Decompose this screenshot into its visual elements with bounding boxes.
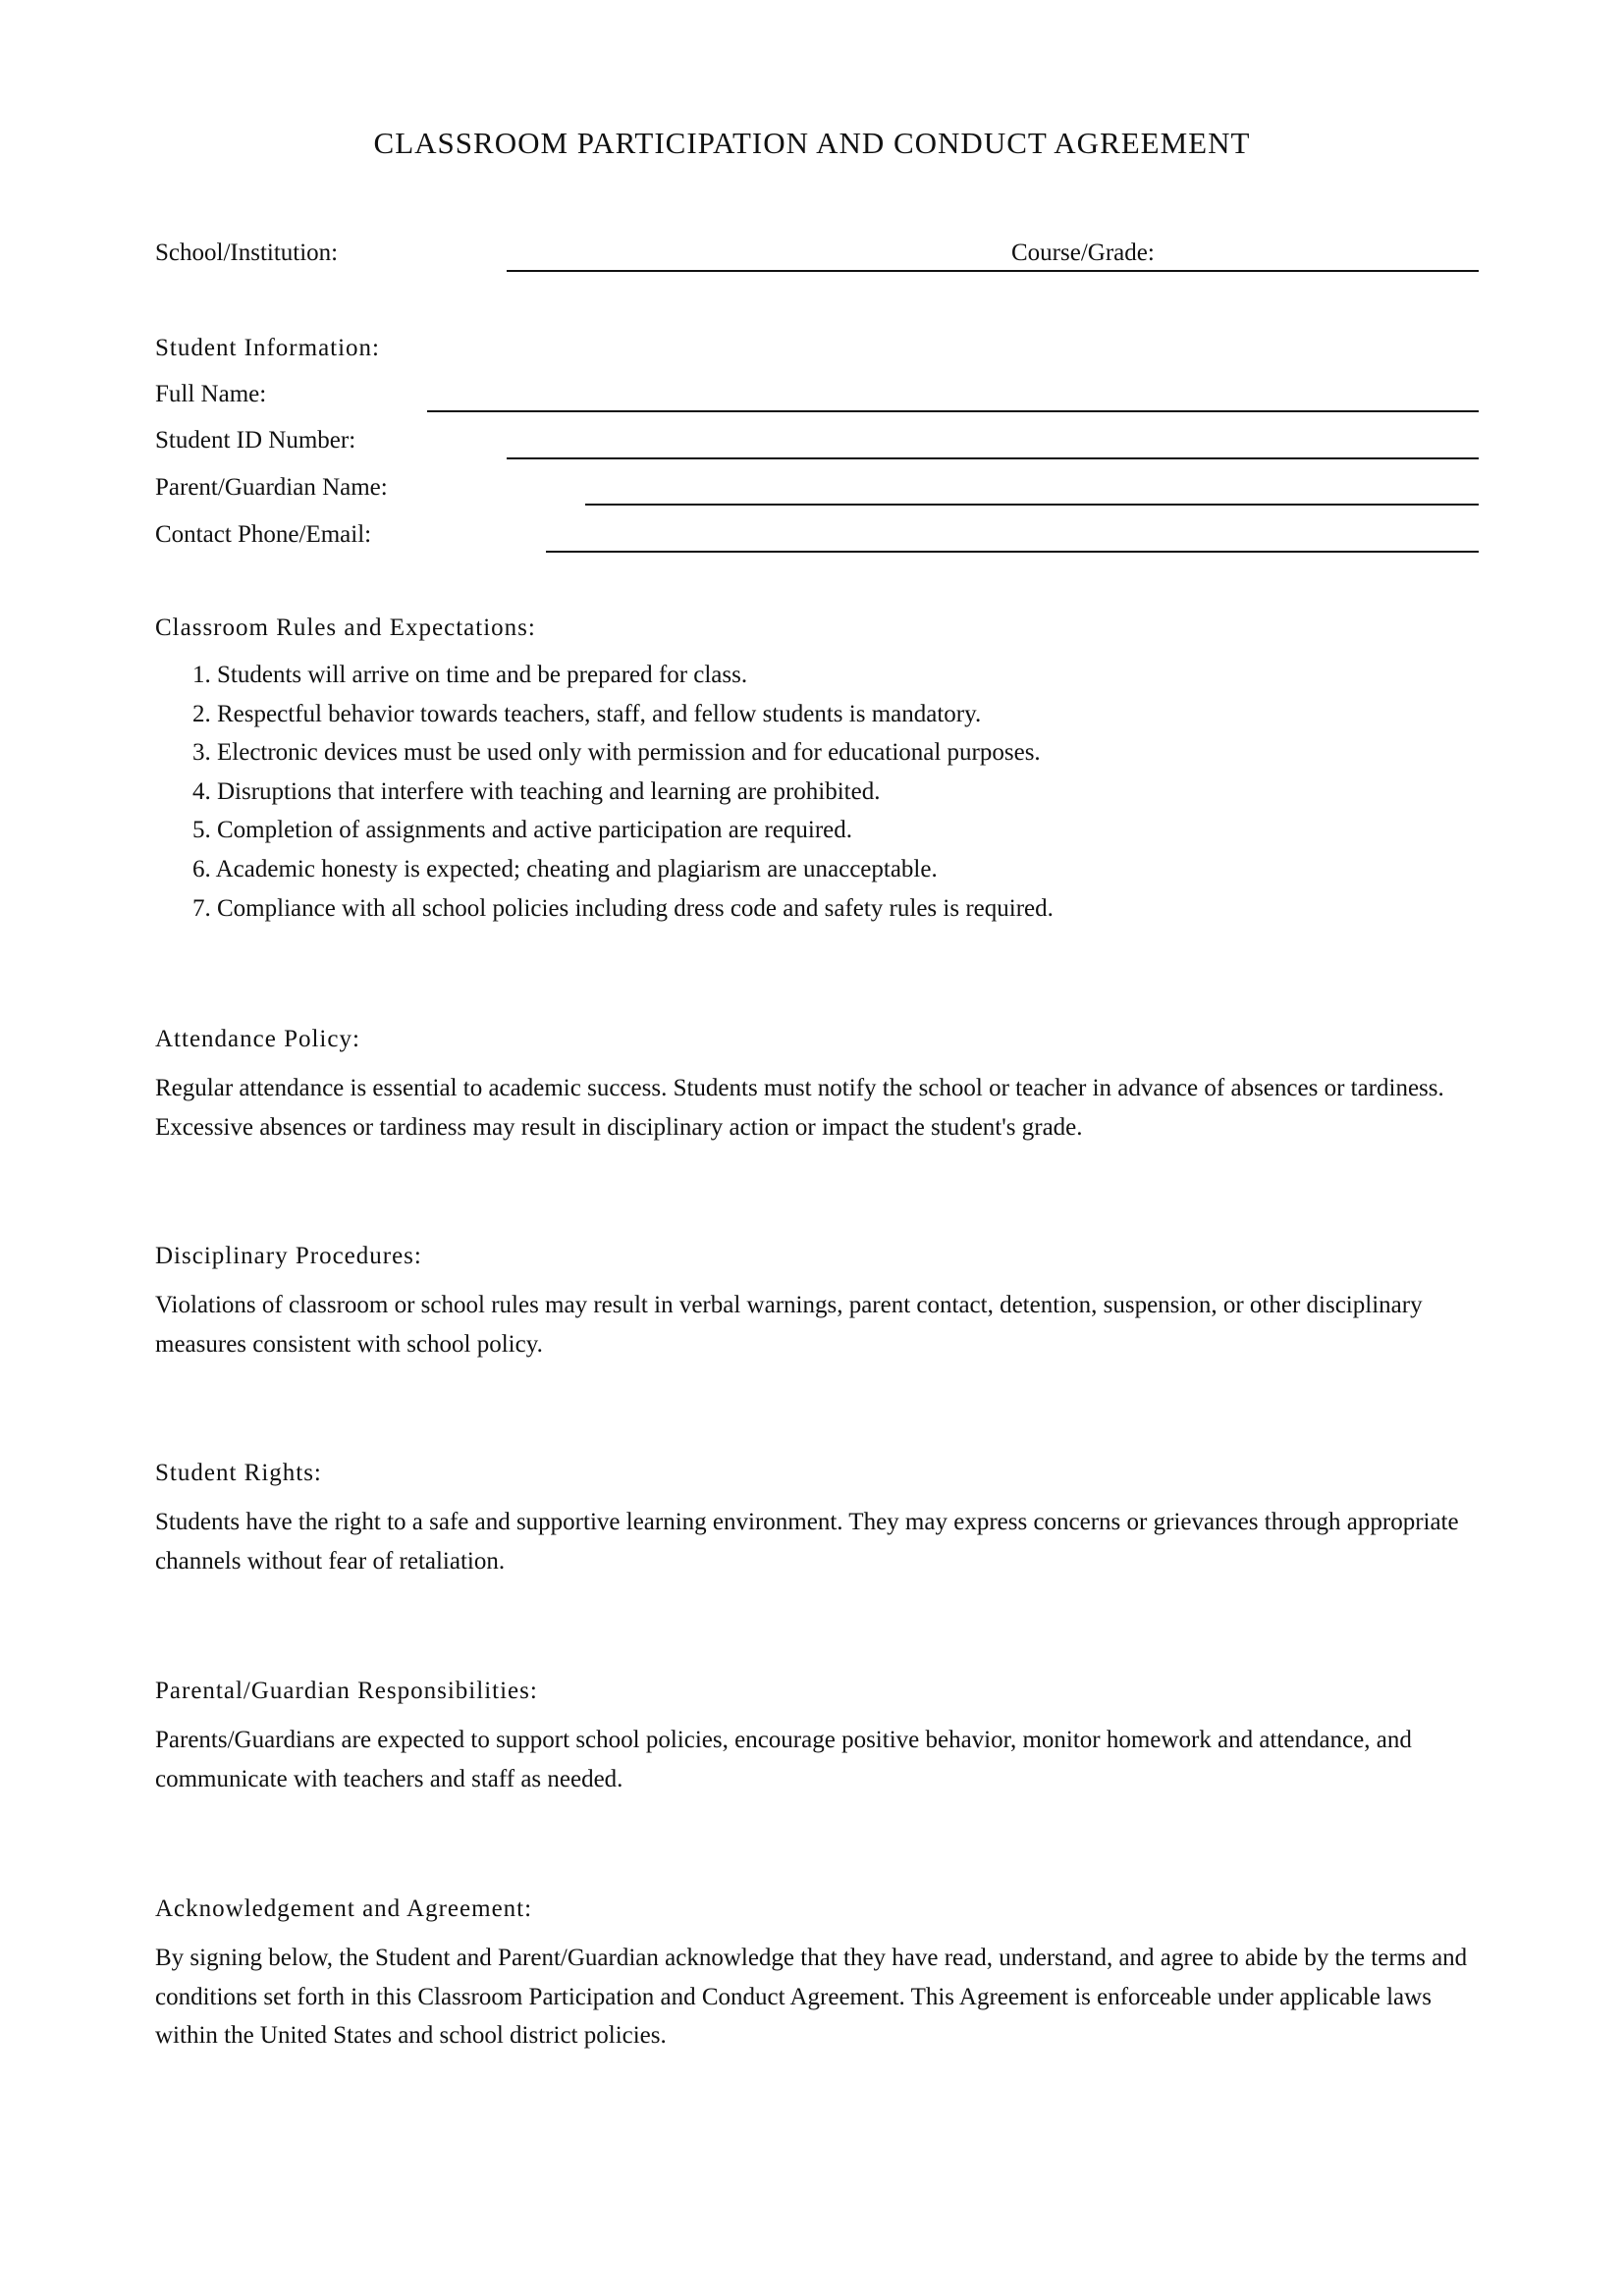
guardian-name-fill-line[interactable] bbox=[585, 504, 1479, 506]
parental-heading: Parental/Guardian Responsibilities: bbox=[155, 1678, 538, 1704]
student-information-heading: Student Information: bbox=[155, 335, 380, 361]
rule-item: 6. Academic honesty is expected; cheating and plagiarism are unacceptable. bbox=[192, 855, 938, 882]
acknowledgement-paragraph: By signing below, the Student and Parent/Guardian acknowledge that they have read, understand, and agree to abide by the terms and conditions set forth in this Classroom Participation and Conduct Agreement. This Agreement is enforceable under applicable laws within the United States and school district policies. bbox=[155, 1945, 1468, 2049]
course-grade-label: Course/Grade: bbox=[1011, 240, 1155, 266]
student-rights-paragraph: Students have the right to a safe and supportive learning environment. They may express concerns or grievances through appropriate channels without fear of retaliation. bbox=[155, 1509, 1459, 1575]
parental-paragraph: Parents/Guardians are expected to support school policies, encourage positive behavior, monitor homework and attendance, and communicate with teachers and staff as needed. bbox=[155, 1727, 1412, 1792]
rule-item: 5. Completion of assignments and active participation are required. bbox=[192, 817, 853, 844]
student-id-label: Student ID Number: bbox=[155, 427, 356, 454]
rule-item: 3. Electronic devices must be used only with permission and for educational purposes. bbox=[192, 739, 1041, 767]
full-name-label: Full Name: bbox=[155, 381, 267, 407]
rules-heading: Classroom Rules and Expectations: bbox=[155, 614, 536, 641]
full-name-fill-line[interactable] bbox=[427, 410, 1479, 412]
acknowledgement-heading: Acknowledgement and Agreement: bbox=[155, 1896, 533, 1922]
student-id-fill-line[interactable] bbox=[507, 457, 1479, 459]
school-institution-label: School/Institution: bbox=[155, 240, 339, 266]
attendance-paragraph: Regular attendance is essential to academic success. Students must notify the school or teacher in advance of absences or tardiness. Excessive absences or tardiness may result in disciplinary action or impact the student's grade. bbox=[155, 1075, 1444, 1141]
discipline-paragraph: Violations of classroom or school rules may result in verbal warnings, parent contact, detention, suspension, or other disciplinary measures consistent with school policy. bbox=[155, 1292, 1423, 1358]
discipline-heading: Disciplinary Procedures: bbox=[155, 1243, 422, 1269]
rule-item: 1. Students will arrive on time and be prepared for class. bbox=[192, 662, 748, 688]
guardian-name-label: Parent/Guardian Name: bbox=[155, 474, 388, 501]
student-rights-heading: Student Rights: bbox=[155, 1460, 322, 1486]
contact-fill-line[interactable] bbox=[546, 551, 1479, 553]
attendance-heading: Attendance Policy: bbox=[155, 1026, 360, 1052]
rules-list bbox=[192, 656, 1054, 928]
rule-item: 7. Compliance with all school policies including dress code and safety rules is required. bbox=[192, 894, 1054, 922]
school-course-fill-line[interactable] bbox=[507, 270, 1479, 272]
page-title: CLASSROOM PARTICIPATION AND CONDUCT AGREEMENT bbox=[373, 126, 1251, 160]
rule-item: 2. Respectful behavior towards teachers, staff, and fellow students is mandatory. bbox=[192, 700, 982, 727]
contact-label: Contact Phone/Email: bbox=[155, 521, 372, 548]
rule-item: 4. Disruptions that interfere with teaching and learning are prohibited. bbox=[192, 777, 881, 805]
